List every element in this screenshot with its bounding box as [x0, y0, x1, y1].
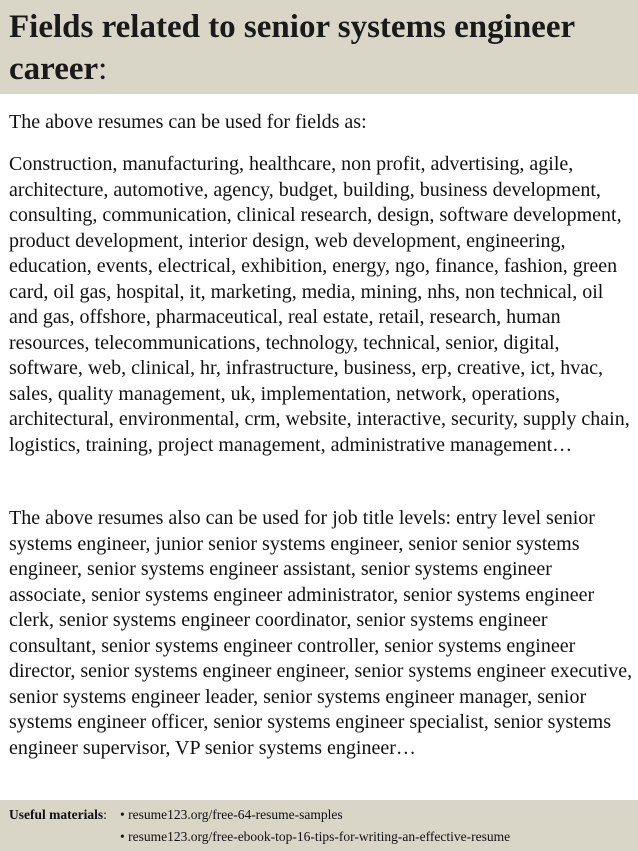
- useful-material-item: [120, 828, 510, 846]
- page-title-text: Fields related to senior systems engineer career: [9, 9, 575, 87]
- fields-list: Construction, manufacturing, healthcare, non profit, advertising, agile, architecture, automotive, agency, budget, building, business development, consulting, communication, clinical research, design, software development, product development, interior design, web development, engineering, education, events, electrical, exhibition, energy, ngo, finance, fashion, green card, oil gas, hospital, it, marketing, media, mining, nhs, non technical, oil and gas, offshore, pharmaceutical, real estate, retail, research, human resources, telecommunications, technology, technical, senior, digital, software, web, clinical, hr, infrastructure, business, erp, creative, ict, hvac, sales, quality management, uk, implementation, network, operations, architectural, environmental, crm, website, interactive, security, supply chain, logistics, training, project management, administrative management…: [9, 153, 630, 456]
- bullet-icon: •: [120, 829, 125, 844]
- job-levels-list: The above resumes also can be used for job title levels: entry level senior systems engineer, junior senior systems engineer, senior senior systems engineer, senior systems engineer assistant, senior systems engineer associate, senior systems engineer administrator, senior systems engineer clerk, senior systems engineer coordinator, senior systems engineer consultant, senior systems engineer controller, senior systems engineer director, senior systems engineer engineer, senior systems engineer executive, senior systems engineer leader, senior systems engineer manager, senior systems engineer officer, senior systems engineer specialist, senior systems engineer supervisor, VP senior systems engineer…: [9, 507, 633, 759]
- useful-materials-label-text: Useful materials: [9, 807, 104, 822]
- useful-material-item: [120, 806, 343, 824]
- page-title-colon: :: [98, 51, 108, 87]
- resume-samples-link[interactable]: resume123.org/free-64-resume-samples: [128, 807, 343, 822]
- page-title: [9, 6, 629, 90]
- bullet-icon: •: [120, 807, 125, 822]
- useful-materials-label: [9, 806, 107, 824]
- ebook-tips-link[interactable]: resume123.org/free-ebook-top-16-tips-for-writing-an-effective-resume: [128, 829, 511, 844]
- intro-text: The above resumes can be used for fields as:: [9, 111, 367, 133]
- useful-materials-label-colon: :: [103, 807, 107, 822]
